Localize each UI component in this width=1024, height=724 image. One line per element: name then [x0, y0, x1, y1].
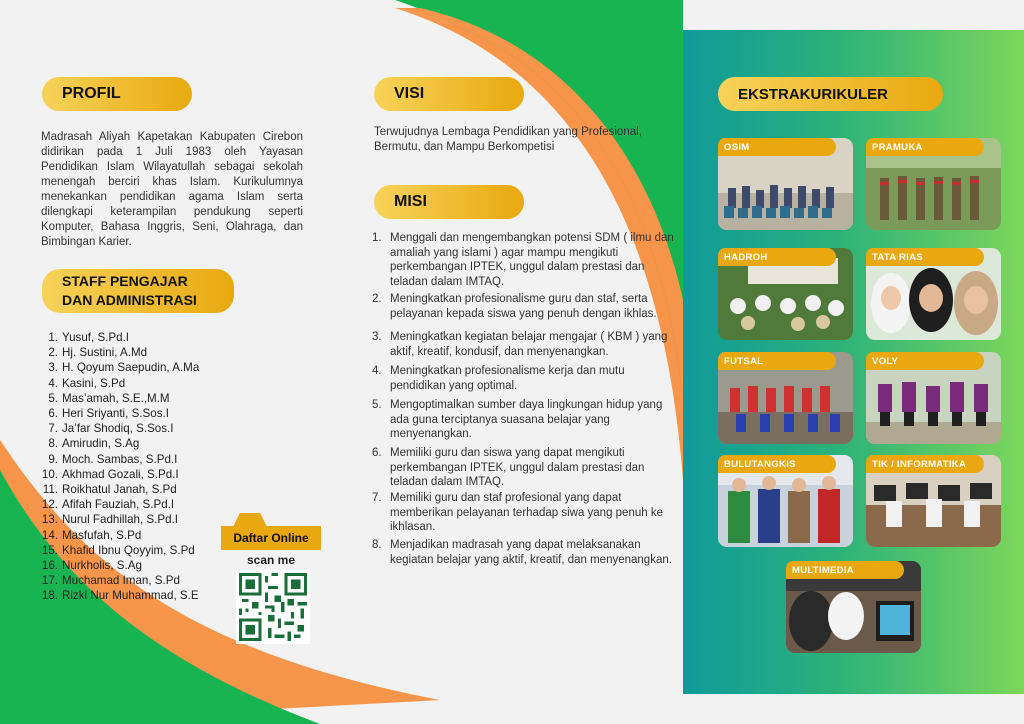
misi-item: 3. Meningkatkan kegiatan belajar mengajar ( KBM ) yang aktif, kreatif, kondusif, dan menyenangkan.: [372, 331, 668, 358]
misi-title: MISI: [374, 185, 524, 219]
misi-item: 7. Memiliki guru dan staf profesional yang dapat memberikan pelayanan terhadap siwa yang penuh ke ikhlasan.: [372, 492, 663, 534]
misi-item: 6. Memiliki guru dan siswa yang dapat mengikuti perkembangan IPTEK, unggul dalam prestasi dan teladan dalam IMTAQ.: [372, 447, 645, 489]
profil-text: Madrasah Aliyah Kapetakan Kabupaten Cirebon didirikan pada 1 Juli 1983 oleh Yayasan Pendidikan Islam Wilayatullah sebagai sekolah menengah berciri khas Islam. Kurikulumnya menekankan pendidikan agama Islam serta dilengkapi keterampilan pendukung seperti Komputer, Bahasa Inggris, Seni, Olahraga, dan Bimbingan Karier.: [41, 131, 303, 248]
staff-item: 4. Kasini, S.Pd: [48, 376, 126, 390]
staff-title: [42, 269, 234, 313]
ekstra-card-multimedia[interactable]: MULTIMEDIA: [786, 561, 921, 653]
misi-item: 1. Menggali dan mengembangkan potensi SDM ( ilmu dan amaliah yang islami ) agar mampu mengikuti perkembangan IPTEK, unggul dalam prestasi dan teladan dalam IMTAQ.: [372, 232, 674, 288]
daftar-online-button[interactable]: Daftar Online: [221, 526, 321, 550]
misi-item: 8. Menjadikan madrasah yang dapat melaksanakan kegiatan belajar yang aktif, kreatif, dan menyenangkan.: [372, 539, 672, 566]
staff-item: 16. Nurkholis, S.Ag: [41, 559, 142, 573]
misi-item: 2. Meningkatkan profesionalisme guru dan staf, serta pelayanan kepada siswa yang penuh dengan ikhlas.: [372, 293, 657, 320]
misi-item: 5. Mengoptimalkan sumber daya lingkungan hidup yang ada guna terciptanya suasana belajar yang menyenangkan.: [372, 399, 663, 441]
staff-item: 15. Khafid Ibnu Qoyyim, S.Pd: [41, 543, 195, 557]
ekstra-card-pramuka[interactable]: PRAMUKA: [866, 138, 1001, 230]
staff-item: 7. Ja’far Shodiq, S.Sos.I: [48, 422, 174, 436]
staff-item: 2. Hj. Sustini, A.Md: [48, 346, 148, 360]
staff-item: 14. Masfufah, S.Pd: [41, 528, 142, 542]
visi-title: VISI: [374, 77, 524, 111]
ekstra-card-voly[interactable]: VOLY: [866, 352, 1001, 444]
ekstra-card-futsal[interactable]: FUTSAL: [718, 352, 853, 444]
staff-item: 18. Rizki Nur Muhammad, S.E: [41, 589, 199, 603]
ekstra-card-hadroh[interactable]: HADROH: [718, 248, 853, 340]
staff-item: 11. Roikhatul Janah, S.Pd: [42, 483, 177, 497]
staff-item: 5. Mas’amah, S.E.,M.M: [48, 391, 170, 405]
staff-list: [40, 330, 230, 604]
ekstra-card-bulutangkis[interactable]: BULUTANGKIS: [718, 455, 853, 547]
staff-item: 12. Afifah Fauziah, S.Pd.I: [41, 498, 175, 512]
staff-title-line1: STAFF PENGAJAR: [62, 273, 188, 289]
misi-item: 4. Meningkatkan profesionalisme kerja dan mutu pendidikan yang optimal.: [372, 365, 625, 392]
staff-item: 10. Akhmad Gozali, S.Pd.I: [41, 467, 179, 481]
ekstra-card-tata-rias[interactable]: TATA RIAS: [866, 248, 1001, 340]
visi-text: Terwujudnya Lembaga Pendidikan yang Profesional, Bermutu, dan Mampu Berkompetisi: [374, 126, 642, 153]
staff-title-line2: DAN ADMINISTRASI: [62, 292, 197, 308]
qr-code-icon[interactable]: [236, 570, 310, 644]
staff-item: 1. Yusuf, S.Pd.I: [48, 331, 130, 344]
ekstra-card-osim[interactable]: OSIM: [718, 138, 853, 230]
staff-item: 3. H. Qoyum Saepudin, A.Ma: [48, 361, 200, 375]
staff-item: 6. Heri Sriyanti, S.Sos.I: [48, 407, 169, 421]
staff-item: 9. Moch. Sambas, S.Pd.I: [48, 452, 178, 466]
ekstra-card-tik-informatika[interactable]: TIK / INFORMATIKA: [866, 455, 1001, 547]
staff-item: 13. Nurul Fadhillah, S.Pd.I: [41, 513, 178, 527]
scan-me-label: scan me: [246, 553, 296, 567]
profil-title: PROFIL: [42, 77, 192, 111]
staff-item: 8. Amirudin, S.Ag: [48, 437, 140, 451]
staff-item: 17. Muchamad Iman, S.Pd: [41, 574, 180, 588]
ekstrakurikuler-title: EKSTRAKURIKULER: [718, 77, 943, 111]
